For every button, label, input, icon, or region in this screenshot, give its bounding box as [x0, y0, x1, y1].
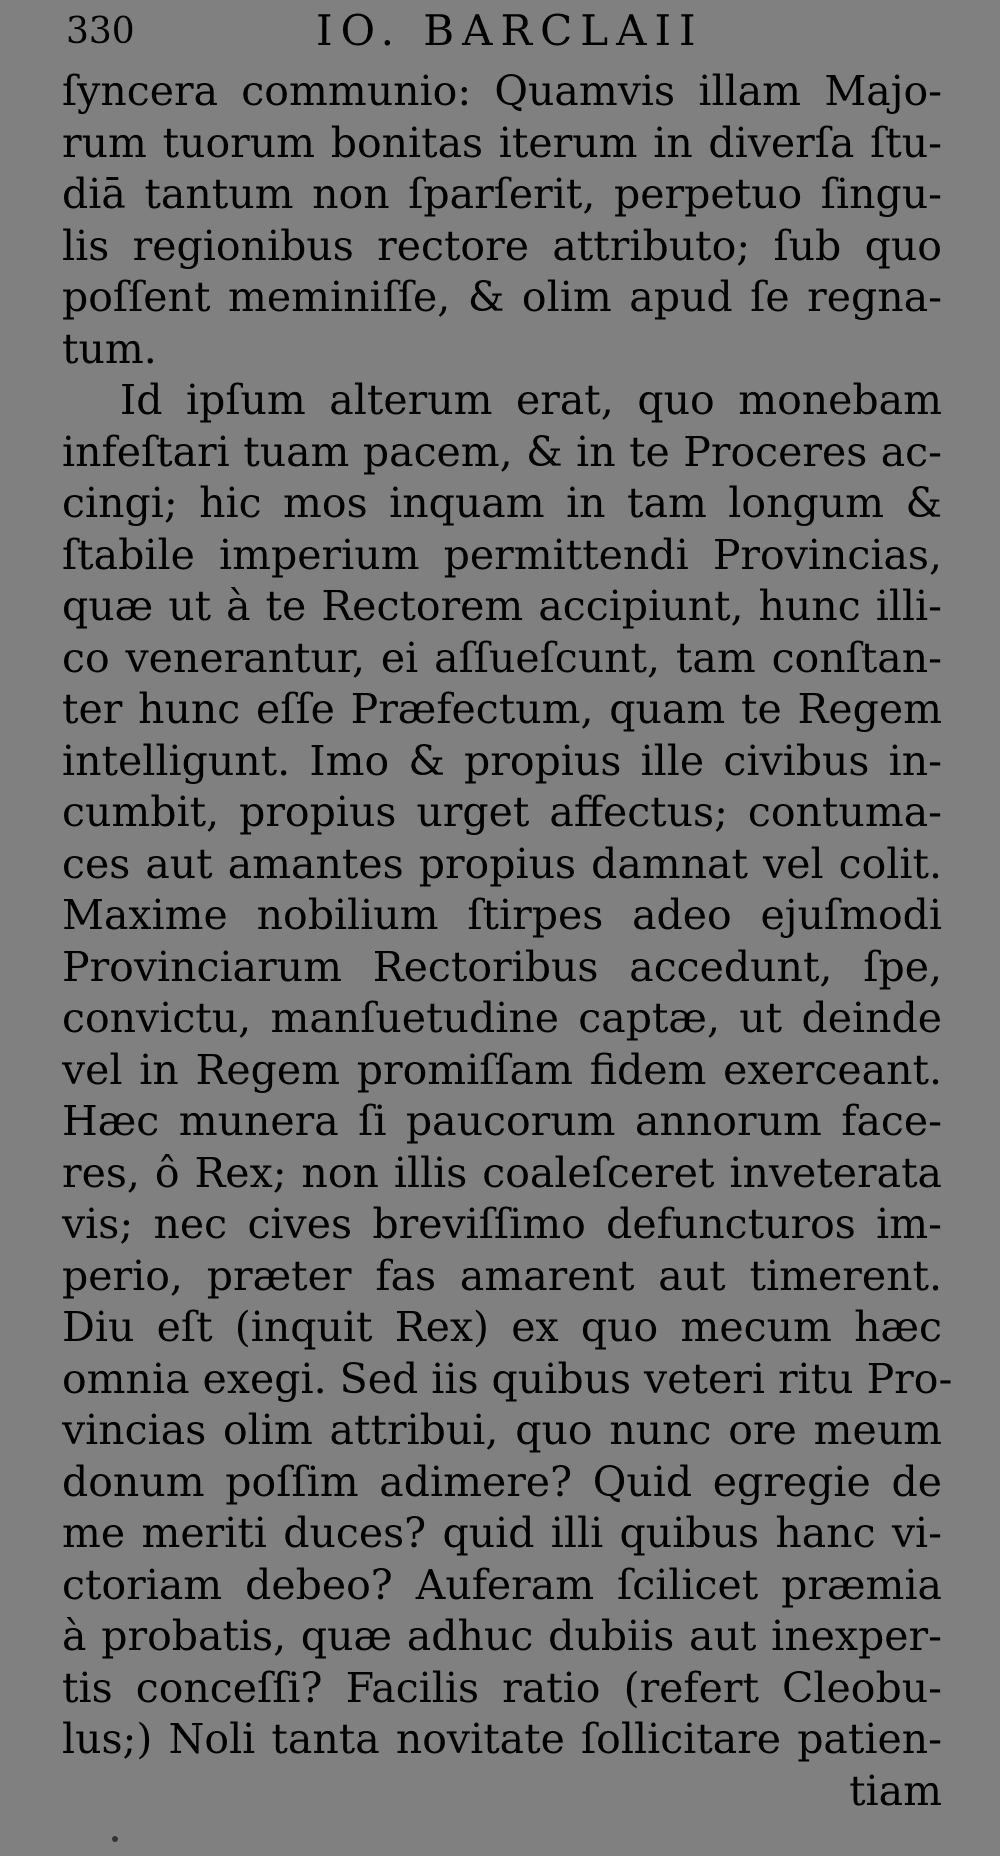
text-line: Hæc munera ſi paucorum annorum face- [62, 1097, 942, 1145]
text-line: Provinciarum Rectoribus accedunt, ſpe, [62, 942, 942, 991]
text-line: ſtabile imperium permittendi Provincias, [62, 530, 942, 579]
text-line: ſyncera communio: Quamvis illam Majo- [62, 67, 942, 115]
text-line: omnia exegi. Sed iis quibus veteri ritu Pro- [62, 1354, 953, 1403]
text-line: lis regionibus rectore attributo; ſub quo [62, 221, 942, 270]
text-line: tis conceſſi? Facilis ratio (refert Cleobu- [62, 1663, 942, 1712]
text-line: poſſent meminiſſe, & olim apud ſe regna- [62, 273, 942, 321]
text-line: res, ô Rex; non illis coaleſceret inveterata [62, 1148, 942, 1197]
text-line: Diu eſt (inquit Rex) ex quo mecum hæc [62, 1303, 942, 1351]
text-line: lus;) Noli tanta novitate ſollicitare patien- [62, 1715, 942, 1763]
text-line: co venerantur, ei aſſueſcunt, tam conſtan- [62, 633, 942, 682]
text-line: vel in Regem promiſſam fidem exerceant. [62, 1045, 942, 1094]
text-line: cingi; hic mos inquam in tam longum & [62, 479, 942, 527]
page-header [66, 6, 946, 58]
text-line: perio, præter fas amarent aut timerent. [62, 1251, 942, 1300]
text-line: Id ipſum alterum erat, quo monebam [120, 376, 942, 424]
text-line: me meriti duces? quid illi quibus hanc vi- [62, 1509, 942, 1557]
ink-speck [112, 1836, 118, 1842]
text-line: convictu, manſuetudine captæ, ut deinde [62, 994, 942, 1042]
text-line: tum. [62, 324, 157, 373]
text-line: ctoriam debeo? Auferam ſcilicet præmia [62, 1560, 942, 1609]
text-line: vis; nec cives breviſſimo defuncturos im- [62, 1200, 942, 1248]
body-text [62, 66, 953, 1817]
text-line: Maxime nobilium ſtirpes adeo ejuſmodi [62, 891, 942, 939]
text-line: rum tuorum bonitas iterum in diverſa ſtu- [62, 118, 942, 167]
page-number: 330 [66, 11, 135, 52]
text-line: à probatis, quæ adhuc dubiis aut inexper- [62, 1612, 942, 1660]
text-line: donum poſſim adimere? Quid egregie de [62, 1457, 942, 1506]
text-line: ter hunc eſſe Præfectum, quam te Regem [62, 685, 942, 733]
text-line: intelligunt. Imo & propius ille civibus in- [62, 736, 942, 785]
text-line: infeſtari tuam pacem, & in te Proceres ac- [62, 427, 942, 476]
text-line: cumbit, propius urget affectus; contuma- [62, 788, 942, 836]
text-line: vincias olim attribui, quo nunc ore meum [62, 1406, 942, 1454]
text-line: quæ ut à te Rectorem accipiunt, hunc illi- [62, 582, 942, 630]
running-head: IO. BARCLAII [316, 6, 704, 55]
catchword: tiam [849, 1766, 942, 1815]
text-line: ces aut amantes propius damnat vel colit. [62, 839, 942, 888]
text-line: diā tantum non ſparſerit, perpetuo ſingu- [62, 170, 942, 218]
